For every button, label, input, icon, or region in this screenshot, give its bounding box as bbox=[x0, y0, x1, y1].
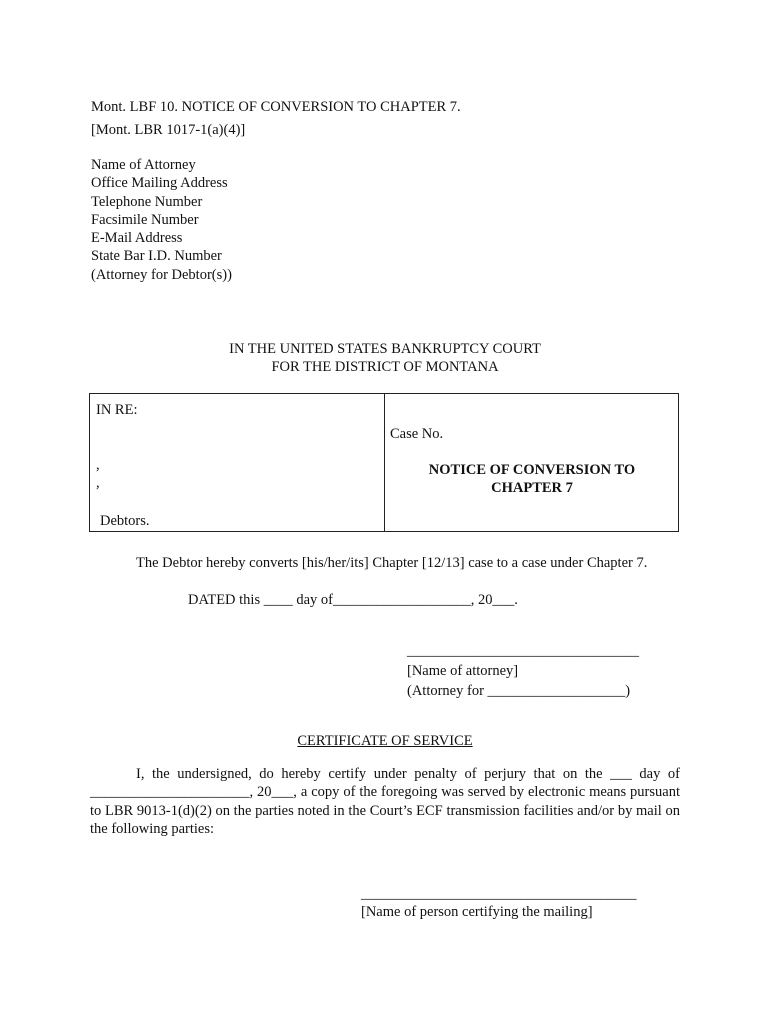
state-bar-id-label: State Bar I.D. Number bbox=[91, 248, 222, 265]
attorney-for-placeholder: (Attorney for ___________________) bbox=[407, 683, 631, 699]
certifier-signature-line: ______________________________________ bbox=[361, 886, 637, 902]
attorney-name-label: Name of Attorney bbox=[91, 157, 196, 173]
dated-line: DATED this ____ day of___________________, 20___. bbox=[188, 592, 518, 608]
court-heading bbox=[0, 340, 770, 376]
court-name: IN THE UNITED STATES BANKRUPTCY COURT bbox=[229, 341, 541, 357]
debtors-label: Debtors. bbox=[100, 513, 150, 529]
email-label: E-Mail Address bbox=[91, 230, 183, 247]
facsimile-label: Facsimile Number bbox=[91, 211, 199, 228]
notice-title-line-2: CHAPTER 7 bbox=[491, 480, 573, 496]
attorney-name-placeholder: [Name of attorney] bbox=[407, 663, 519, 679]
rule-reference: [Mont. LBR 1017-1(a)(4)] bbox=[91, 122, 246, 138]
certificate-title: CERTIFICATE OF SERVICE bbox=[297, 733, 473, 749]
debtor-comma-2: , bbox=[96, 475, 100, 491]
case-caption-box bbox=[89, 393, 679, 532]
notice-title-line-1: NOTICE OF CONVERSION TO bbox=[428, 462, 636, 478]
attorney-signature-block bbox=[407, 641, 639, 701]
telephone-label: Telephone Number bbox=[91, 193, 203, 210]
certificate-text: I, the undersigned, do hereby certify under penalty of perjury that on the ___ day of ______________________, 20___, a copy of the foregoing was served by electronic means pursuant to LBR 9013-1(d)(2) on the parties noted in the Court’s ECF transmission facilities and/or by mail on the following parties: bbox=[90, 766, 680, 837]
form-header bbox=[91, 96, 461, 142]
certifier-signature-block bbox=[361, 885, 637, 921]
form-title: Mont. LBF 10. NOTICE OF CONVERSION TO CHAPTER 7. bbox=[91, 99, 461, 115]
signature-line: ________________________________ bbox=[407, 643, 639, 659]
notice-title bbox=[385, 461, 679, 497]
case-number-label: Case No. bbox=[390, 426, 444, 442]
attorney-for-label: (Attorney for Debtor(s)) bbox=[91, 266, 232, 283]
certificate-paragraph bbox=[90, 765, 680, 838]
certifier-name-placeholder: [Name of person certifying the mailing] bbox=[361, 904, 593, 920]
attorney-info-block bbox=[91, 156, 232, 284]
office-address-label: Office Mailing Address bbox=[91, 175, 228, 192]
in-re-label: IN RE: bbox=[96, 402, 138, 418]
conversion-statement: The Debtor hereby converts [his/her/its] Chapter [12/13] case to a case under Chapter 7. bbox=[136, 555, 648, 571]
court-district: FOR THE DISTRICT OF MONTANA bbox=[271, 359, 499, 375]
debtor-comma-1: , bbox=[96, 457, 100, 473]
